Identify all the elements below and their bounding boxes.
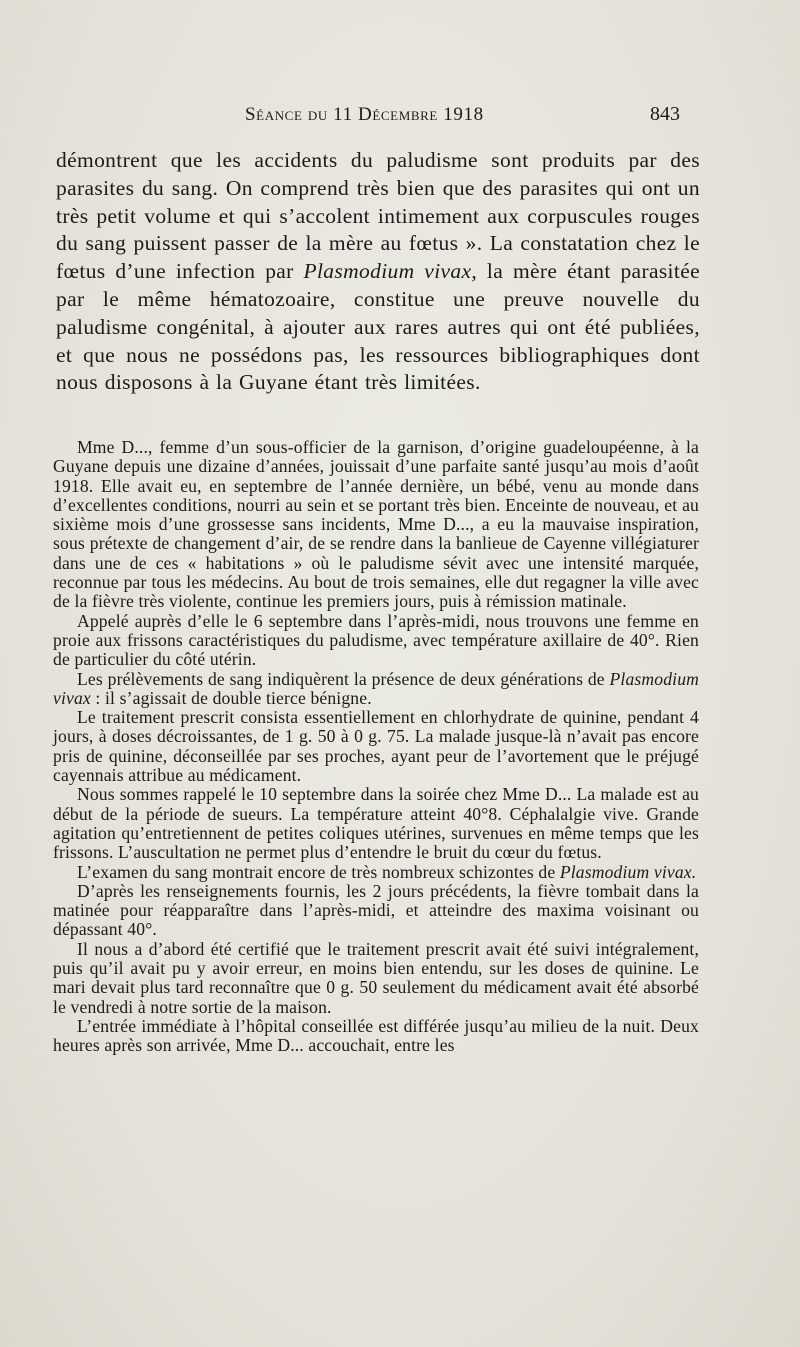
text-run: Les prélèvements de sang indiquèrent la présence de deux générations de [77, 668, 610, 689]
case-observation [53, 438, 699, 1056]
paragraph: Mme D..., femme d’un sous-officier de la garnison, d’origine guadeloupéenne, à la Guyane depuis une dizaine d’années, jouissait d’une parfaite santé jusqu’au mois d’août 1918. Elle avait eu, en septembre de l’année dernière, un bébé, venu au monde dans d’excellentes conditions, nourri au sein et se portant très bien. Enceinte de nouveau, et au sixième mois d’une grossesse sans incidents, Mme D..., a eu la mauvaise inspiration, sous prétexte de changement d’air, de se rendre dans la banlieue de Cayenne villégiaturer dans une de ces « habitations » où le paludisme sévit avec une intensité marquée, reconnue par tous les médecins. Au bout de trois semaines, elle dut regagner la ville avec de la fièvre très violente, continue les premiers jours, puis à rémission matinale. [53, 437, 699, 612]
species-name: Plasmodium vivax [53, 668, 699, 708]
paragraph: Appelé auprès d’elle le 6 septembre dans l’après-midi, nous trouvons une femme en proie aux frissons caractéristiques du paludisme, avec température axillaire de 40°. Rien de particulier du côté utérin. [53, 610, 699, 670]
paragraph: D’après les renseignements fournis, les 2 jours précédents, la fièvre tombait dans la matinée pour réapparaître dans l’après-midi, et atteindre des maxima voisinant ou dépassant 40°. [53, 880, 699, 940]
lead-text-start: démontrent que les accidents du paludisme sont produits par des parasites du sang. On comprend très bien que des parasites qui ont un très petit volume et qui s’accolent intimement aux corpuscules rouges du sang puissent passer de la mère au fœtus ». La constatation chez le fœtus d’une infection par [56, 148, 700, 284]
lead-paragraph-block [56, 147, 700, 397]
species-name: Plasmodium vivax. [559, 861, 697, 882]
species-name: Plasmodium vivax [303, 259, 472, 284]
page-number: 843 [650, 103, 680, 125]
text-run: L’examen du sang montrait encore de très nombreux schizontes de [77, 861, 560, 882]
paragraph: L’entrée immédiate à l’hôpital conseillée est différée jusqu’au milieu de la nuit. Deux heures après son arrivée, Mme D... accouchait, entre les [53, 1015, 699, 1056]
paragraph [53, 863, 699, 882]
paragraph [53, 670, 699, 709]
text-run: : il s’agissait de double tierce bénigne. [90, 687, 372, 708]
lead-text-end: , la mère étant parasitée par le même hématozoaire, constitue une preuve nouvelle du paludisme congénital, à ajouter aux rares autres qui ont été publiées, et que nous ne possédons pas, les ressources bibliographiques dont nous disposons à la Guyane étant très limitées. [56, 259, 700, 395]
paragraph: Nous sommes rappelé le 10 septembre dans la soirée chez Mme D... La malade est au début de la période de sueurs. La température atteint 40°8. Céphalalgie vive. Grande agitation qu’entretiennent de petites coliques utérines, survenues en même temps que les frissons. L’auscultation ne permet plus d’entendre le bruit du cœur du fœtus. [53, 784, 699, 863]
paragraph: Le traitement prescrit consista essentiellement en chlorhydrate de quinine, pendant 4 jours, à doses décroissantes, de 1 g. 50 à 0 g. 75. La malade jusque-là n’avait pas encore pris de quinine, déconseillée par ses proches, ayant peur de l’avortement que le préjugé cayennais attribue au médicament. [53, 707, 699, 786]
paragraph: Il nous a d’abord été certifié que le traitement prescrit avait été suivi intégralement, puis qu’il avait pu y avoir erreur, en moins bien entendu, sur les doses de quinine. Le mari devait plus tard reconnaître que 0 g. 50 seulement du médicament avait été absorbé le vendredi à notre sortie de la maison. [53, 938, 699, 1017]
lead-paragraph [56, 147, 700, 397]
running-head: Séance du 11 Décembre 1918 [245, 104, 484, 125]
